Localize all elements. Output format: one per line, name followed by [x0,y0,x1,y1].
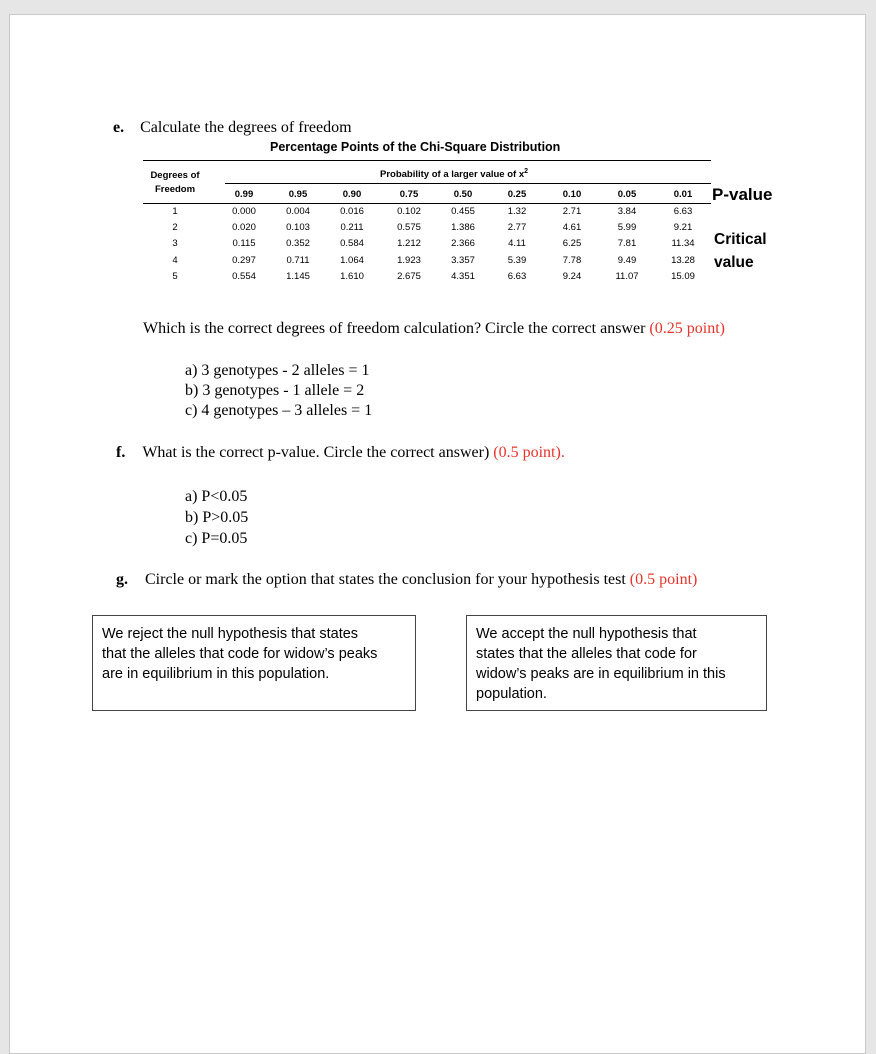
option-e-c[interactable]: c) 4 genotypes – 3 alleles = 1 [185,402,373,419]
table-cell: 3.84 [617,206,637,217]
column-header: 0.95 [288,189,308,200]
option-e-a[interactable]: a) 3 genotypes - 2 alleles = 1 [185,362,370,379]
question-f-heading [116,444,565,462]
table-cell: 0.103 [286,222,310,233]
column-header: 0.25 [507,189,527,200]
table-cell: 0.004 [286,206,310,217]
question-e-points: (0.25 point) [649,320,725,337]
table-top-rule [143,160,711,161]
df-cell: 2 [172,222,178,233]
table-cell: 11.34 [671,238,695,249]
column-header: 0.10 [562,189,582,200]
table-cell: 2.366 [451,238,475,249]
table-cell: 0.455 [451,206,475,217]
table-cell: 4.11 [508,238,526,249]
accept-line-2: states that the alleles that code for [476,646,697,662]
table-cell: 5.39 [507,255,527,266]
table-cell: 1.32 [507,206,527,217]
table-cell: 0.575 [397,222,421,233]
table-cell: 2.71 [562,206,582,217]
question-f-options [185,486,248,549]
accept-line-1: We accept the null hypothesis that [476,626,697,642]
table-cell: 0.115 [232,238,256,249]
table-cell: 11.07 [615,271,639,282]
column-header: 0.90 [342,189,362,200]
reject-line-3: are in equilibrium in this population. [102,666,330,682]
question-f-question: What is the correct p-value. Circle the correct answer) [142,444,490,461]
accept-line-4: population. [476,686,547,702]
table-cell: 3.357 [451,255,475,266]
option-f-a[interactable]: a) P<0.05 [185,488,248,505]
table-cell: 5.99 [617,222,637,233]
table-cell: 6.25 [562,238,582,249]
table-cell: 0.352 [286,238,310,249]
table-cell: 1.386 [451,222,475,233]
option-e-b[interactable]: b) 3 genotypes - 1 allele = 2 [185,382,365,399]
question-e-prompt: Calculate the degrees of freedom [140,119,352,136]
option-f-b[interactable]: b) P>0.05 [185,509,249,526]
df-cell: 4 [172,255,178,266]
probability-header-text: Probability of a larger value of x [380,169,525,181]
column-header: 0.01 [673,189,693,200]
df-cell: 5 [172,271,178,282]
column-header: 0.50 [453,189,473,200]
question-e-text [143,320,725,338]
table-cell: 1.064 [340,255,364,266]
table-cell: 4.351 [451,271,475,282]
accept-null-option-box[interactable] [466,615,767,711]
df-cell: 1 [172,206,178,217]
reject-null-option-box[interactable] [92,615,416,711]
table-cell: 15.09 [671,271,695,282]
question-g-heading [116,571,697,589]
reject-line-2: that the alleles that code for widow’s peaks [102,646,378,662]
df-cell: 3 [172,238,178,249]
table-cell: 6.63 [673,206,693,217]
table-cell: 13.28 [671,255,695,266]
df-header-line1: Degrees of [150,170,200,181]
table-cell: 2.77 [507,222,527,233]
table-cell: 0.102 [397,206,421,217]
critical-label-line2: value [714,254,754,271]
reject-line-1: We reject the null hypothesis that states [102,626,359,642]
table-cell: 0.000 [232,206,256,217]
table-cell: 4.61 [562,222,582,233]
accept-line-3: widow’s peaks are in equilibrium in this [476,666,726,682]
question-g-question: Circle or mark the option that states the conclusion for your hypothesis test [145,571,626,588]
table-cell: 2.675 [397,271,421,282]
table-cell: 9.24 [562,271,582,282]
question-f-points: (0.5 point). [493,444,565,461]
question-f-letter: f. [116,444,126,461]
table-cell: 7.81 [617,238,637,249]
table-cell: 0.016 [340,206,364,217]
df-header-line2: Freedom [154,184,196,195]
chi-square-table-title: Percentage Points of the Chi-Square Distribution [270,140,561,154]
df-header [145,169,205,197]
table-cell: 7.78 [562,255,582,266]
option-f-c[interactable]: c) P=0.05 [185,530,248,547]
table-cell: 9.49 [617,255,637,266]
question-e-question: Which is the correct degrees of freedom calculation? Circle the correct answer [143,320,646,337]
p-value-label: P-value [712,185,773,204]
table-cell: 0.554 [232,271,256,282]
table-column-rule [143,203,711,204]
table-cell: 1.923 [397,255,421,266]
question-e-heading [113,119,352,137]
column-header: 0.99 [234,189,254,200]
probability-header-sup: 2 [524,168,529,175]
question-e-letter: e. [113,119,125,136]
probability-header [380,168,528,180]
table-header-rule [225,183,711,184]
table-cell: 1.145 [286,271,310,282]
table-cell: 0.020 [232,222,256,233]
table-cell: 1.610 [340,271,364,282]
column-header: 0.05 [617,189,637,200]
question-g-points: (0.5 point) [629,571,698,588]
table-cell: 6.63 [507,271,527,282]
table-cell: 0.211 [340,222,364,233]
table-cell: 0.711 [286,255,310,266]
critical-label-line1: Critical [714,231,767,248]
table-cell: 9.21 [673,222,693,233]
column-header: 0.75 [399,189,419,200]
table-cell: 0.297 [232,255,256,266]
table-cell: 1.212 [397,238,421,249]
question-e-options [185,361,372,421]
table-cell: 0.584 [340,238,364,249]
question-g-letter: g. [116,571,128,588]
critical-value-label [714,228,767,274]
